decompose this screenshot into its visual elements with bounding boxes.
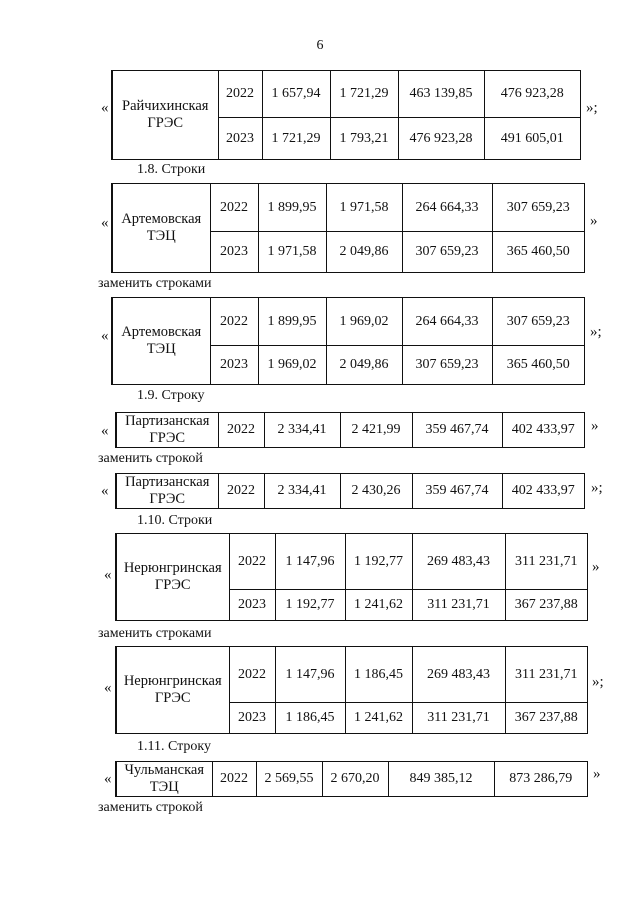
table-partizanskaya-new (115, 473, 585, 509)
instruction-label: 1.9. Строку (137, 388, 205, 403)
value-cell: 264 664,33 (402, 184, 492, 232)
value-cell: 307 659,23 (402, 346, 492, 385)
close-quote: »; (591, 480, 603, 496)
year-cell: 2022 (212, 762, 256, 797)
value-cell: 2 430,26 (340, 474, 412, 509)
value-cell: 402 433,97 (502, 474, 585, 509)
open-quote: « (101, 328, 109, 344)
year-cell: 2022 (210, 298, 258, 346)
close-quote: » (593, 766, 601, 782)
station-name: Чульманская ТЭЦ (116, 762, 212, 797)
value-cell: 311 231,71 (505, 647, 588, 703)
year-cell: 2023 (210, 232, 258, 273)
value-cell: 2 049,86 (326, 346, 402, 385)
value-cell: 1 147,96 (275, 534, 345, 590)
value-cell: 1 793,21 (330, 118, 398, 160)
value-cell: 311 231,71 (505, 534, 588, 590)
station-name: Артемовская ТЭЦ (112, 184, 210, 273)
table-artemovskaya-old (111, 183, 585, 273)
table-neryungrinskaya-old (115, 533, 588, 621)
value-cell: 1 969,02 (258, 346, 326, 385)
instruction-label: 1.8. Строки (137, 162, 206, 177)
value-cell: 367 237,88 (505, 703, 588, 734)
value-cell: 1 147,96 (275, 647, 345, 703)
value-cell: 1 186,45 (345, 647, 412, 703)
station-name: Нерюнгринская ГРЭС (116, 647, 229, 734)
station-name: Райчихинская ГРЭС (112, 71, 218, 160)
value-cell: 307 659,23 (492, 184, 585, 232)
value-cell: 2 334,41 (264, 413, 340, 448)
value-cell: 359 467,74 (412, 474, 502, 509)
value-cell: 365 460,50 (492, 232, 585, 273)
value-cell: 365 460,50 (492, 346, 585, 385)
table-artemovskaya-new (111, 297, 585, 385)
station-name: Артемовская ТЭЦ (112, 298, 210, 385)
year-cell: 2022 (229, 647, 275, 703)
year-cell: 2022 (210, 184, 258, 232)
value-cell: 1 721,29 (262, 118, 330, 160)
value-cell: 1 241,62 (345, 590, 412, 621)
value-cell: 463 139,85 (398, 71, 484, 118)
value-cell: 1 186,45 (275, 703, 345, 734)
page-number: 6 (316, 38, 324, 53)
instruction-label: заменить строкой (98, 800, 203, 815)
open-quote: « (101, 423, 109, 439)
open-quote: « (104, 567, 112, 583)
value-cell: 1 657,94 (262, 71, 330, 118)
value-cell: 307 659,23 (492, 298, 585, 346)
value-cell: 269 483,43 (412, 647, 505, 703)
close-quote: » (591, 418, 599, 434)
open-quote: « (104, 771, 112, 787)
value-cell: 849 385,12 (388, 762, 494, 797)
value-cell: 2 670,20 (322, 762, 388, 797)
value-cell: 491 605,01 (484, 118, 581, 160)
value-cell: 1 899,95 (258, 184, 326, 232)
table-partizanskaya-old (115, 412, 585, 448)
year-cell: 2023 (229, 590, 275, 621)
station-name: Партизанская ГРЭС (116, 474, 218, 509)
value-cell: 359 467,74 (412, 413, 502, 448)
year-cell: 2023 (218, 118, 262, 160)
value-cell: 2 334,41 (264, 474, 340, 509)
value-cell: 476 923,28 (484, 71, 581, 118)
close-quote: »; (590, 324, 602, 340)
year-cell: 2022 (218, 474, 264, 509)
value-cell: 1 899,95 (258, 298, 326, 346)
year-cell: 2022 (218, 413, 264, 448)
station-name: Нерюнгринская ГРЭС (116, 534, 229, 621)
instruction-label: заменить строками (98, 626, 212, 641)
close-quote: » (590, 213, 598, 229)
table-neryungrinskaya-new (115, 646, 588, 734)
value-cell: 311 231,71 (412, 703, 505, 734)
value-cell: 873 286,79 (494, 762, 588, 797)
year-cell: 2022 (229, 534, 275, 590)
value-cell: 2 569,55 (256, 762, 322, 797)
value-cell: 269 483,43 (412, 534, 505, 590)
open-quote: « (101, 100, 109, 116)
value-cell: 2 421,99 (340, 413, 412, 448)
close-quote: » (592, 559, 600, 575)
close-quote: »; (592, 674, 604, 690)
close-quote: »; (586, 100, 598, 116)
value-cell: 1 241,62 (345, 703, 412, 734)
value-cell: 1 969,02 (326, 298, 402, 346)
value-cell: 402 433,97 (502, 413, 585, 448)
value-cell: 264 664,33 (402, 298, 492, 346)
year-cell: 2022 (218, 71, 262, 118)
station-name: Партизанская ГРЭС (116, 413, 218, 448)
value-cell: 476 923,28 (398, 118, 484, 160)
open-quote: « (101, 483, 109, 499)
table-chulmanskaya (115, 761, 588, 797)
year-cell: 2023 (210, 346, 258, 385)
value-cell: 311 231,71 (412, 590, 505, 621)
open-quote: « (101, 215, 109, 231)
value-cell: 1 192,77 (275, 590, 345, 621)
value-cell: 367 237,88 (505, 590, 588, 621)
instruction-label: заменить строкой (98, 451, 203, 466)
value-cell: 307 659,23 (402, 232, 492, 273)
value-cell: 1 721,29 (330, 71, 398, 118)
value-cell: 1 971,58 (258, 232, 326, 273)
instruction-label: заменить строками (98, 276, 212, 291)
value-cell: 1 971,58 (326, 184, 402, 232)
year-cell: 2023 (229, 703, 275, 734)
table-raychikhinskaya (111, 70, 581, 160)
open-quote: « (104, 680, 112, 696)
instruction-label: 1.10. Строки (137, 513, 213, 528)
value-cell: 1 192,77 (345, 534, 412, 590)
instruction-label: 1.11. Строку (137, 739, 212, 754)
value-cell: 2 049,86 (326, 232, 402, 273)
